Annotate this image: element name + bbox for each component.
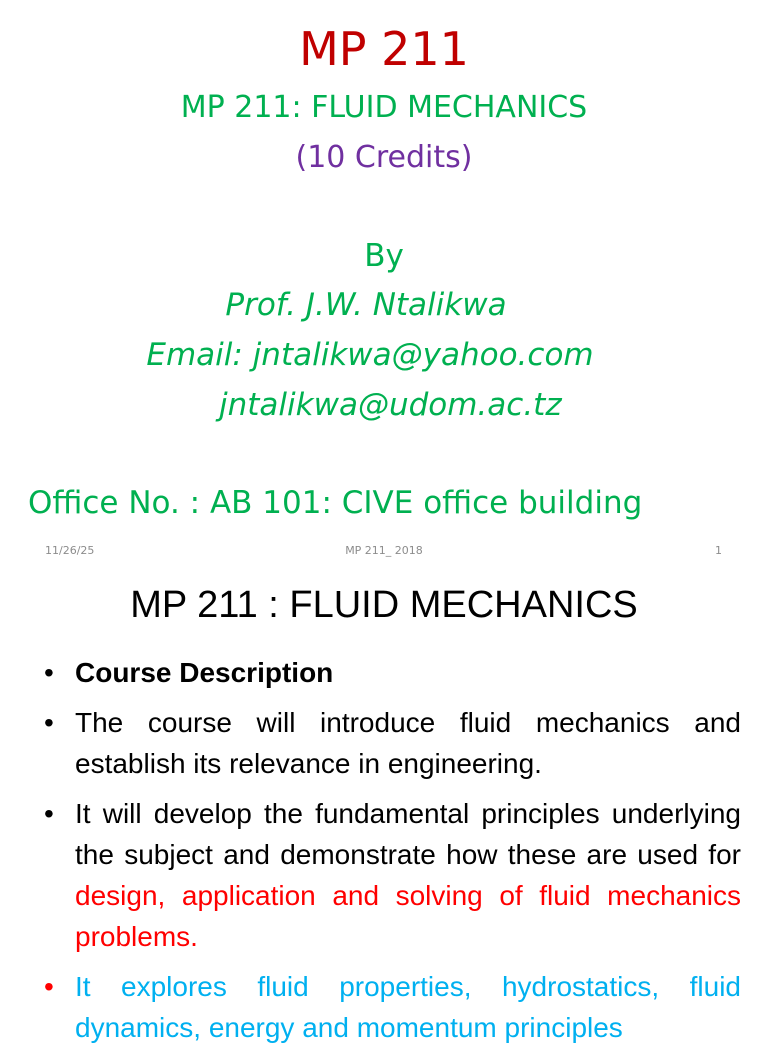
bullet-text: It explores fluid properties, hydrostatics, fluid dynamics, energy and momentum principles [75,971,741,1043]
by-label: By [364,238,404,274]
email-secondary: jntalikwa@udom.ac.tz [219,387,562,423]
highlight-text: application and solving of fluid mechanics problems. [75,880,742,952]
bullet-marker: • [44,707,54,738]
professor-name: Prof. J.W. Ntalikwa [225,287,507,323]
bullet-list [44,652,741,1057]
slide-title: MP 211 : FLUID MECHANICS [130,584,638,626]
bullet-marker: • [44,657,54,688]
slide-2 [0,566,768,1043]
slide-title: MP 211 [299,22,469,76]
bullet-marker: • [44,798,54,829]
list-item [44,652,741,693]
course-credits: (10 Credits) [295,140,473,175]
bullet-text: It will develop the fundamental principles underlying the subject and demonstrate how these are used for [75,798,741,870]
slide-footer-date: 11/26/25 [45,544,95,557]
email-line: Email: jntalikwa@yahoo.com [146,337,594,373]
slide-footer-page-number: 1 [715,544,722,557]
bullet-text: Course Description [75,657,334,688]
slide-footer-title: MP 211_ 2018 [345,544,423,557]
list-item [44,966,741,1048]
bullet-marker: • [44,971,54,1002]
course-subtitle: MP 211: FLUID MECHANICS [180,90,588,125]
bullet-text [165,880,182,911]
highlight-text: design, [75,880,166,911]
list-item [44,793,741,957]
list-item [44,702,741,784]
bullet-text: The course will introduce fluid mechanics and establish its relevance in engineering. [75,707,741,779]
office-location: Office No. : AB 101: CIVE office building [28,485,643,521]
